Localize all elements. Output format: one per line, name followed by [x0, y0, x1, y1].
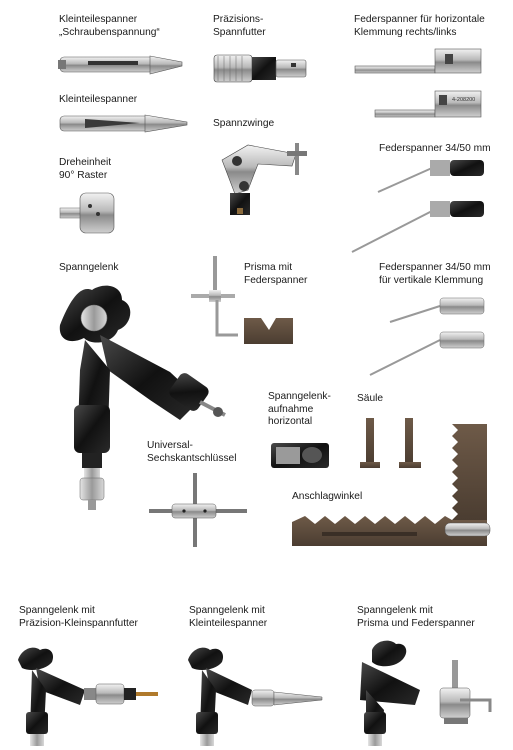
label-combo-spannfutter: Spanngelenk mit Präzision-Kleinspannfutter: [19, 605, 138, 629]
saeule-image: [360, 418, 421, 468]
label-spanngelenk: Spanngelenk: [59, 262, 119, 273]
label-sechskantschluessel: Universal- Sechskantschlüssel: [147, 440, 237, 464]
stamp-text: 4-208200: [452, 97, 476, 103]
dreheinheit-image: [60, 193, 114, 233]
combo-prisma-image: [360, 641, 490, 746]
praezisions-spannfutter-image: [214, 55, 306, 82]
federspanner-vertikal-image: [370, 298, 484, 375]
prisma-federspanner-image: [191, 256, 293, 344]
label-federspanner-34-50: Federspanner 34/50 mm: [379, 143, 491, 154]
kleinteilespanner-image: [60, 115, 187, 132]
label-combo-prisma: Spanngelenk mit Prisma und Federspanner: [357, 605, 475, 629]
spanngelenkaufnahme-image: [271, 443, 329, 468]
combo-spannfutter-image: [18, 648, 158, 746]
label-federspanner-34-50-vertikal: Federspanner 34/50 mm für vertikale Klemmung: [379, 262, 491, 286]
label-prisma-federspanner: Prisma mit Federspanner: [244, 262, 308, 286]
combo-kleinteilespanner-image: [188, 648, 322, 746]
federspanner-34-50-image: [352, 160, 484, 252]
label-anschlagwinkel: Anschlagwinkel: [292, 491, 363, 502]
spanngelenk-image: [60, 286, 225, 510]
anschlagwinkel-image: [292, 424, 490, 546]
label-spanngelenkaufnahme: Spanngelenk- aufnahme horizontal: [268, 391, 331, 427]
label-saeule: Säule: [357, 393, 384, 404]
label-praezisions-spannfutter: Präzisions- Spannfutter: [213, 14, 266, 38]
kleinteilespanner-schraubenspannung-image: [58, 56, 182, 74]
label-spannzwinge: Spannzwinge: [213, 118, 275, 129]
label-dreheinheit: Dreheinheit 90° Raster: [59, 157, 112, 181]
federspanner-horizontal-image: [355, 49, 481, 117]
label-kleinteilespanner: Kleinteilespanner: [59, 94, 138, 105]
spannzwinge-image: [222, 143, 307, 215]
sechskantschluessel-image: [149, 473, 247, 547]
label-combo-kleinteilespanner: Spanngelenk mit Kleinteilespanner: [189, 605, 268, 629]
label-kleinteilespanner-schraubenspannung: Kleinteilespanner „Schraubenspannung“: [59, 14, 160, 38]
label-federspanner-horizontal: Federspanner für horizontale Klemmung rechts/links: [354, 14, 485, 38]
